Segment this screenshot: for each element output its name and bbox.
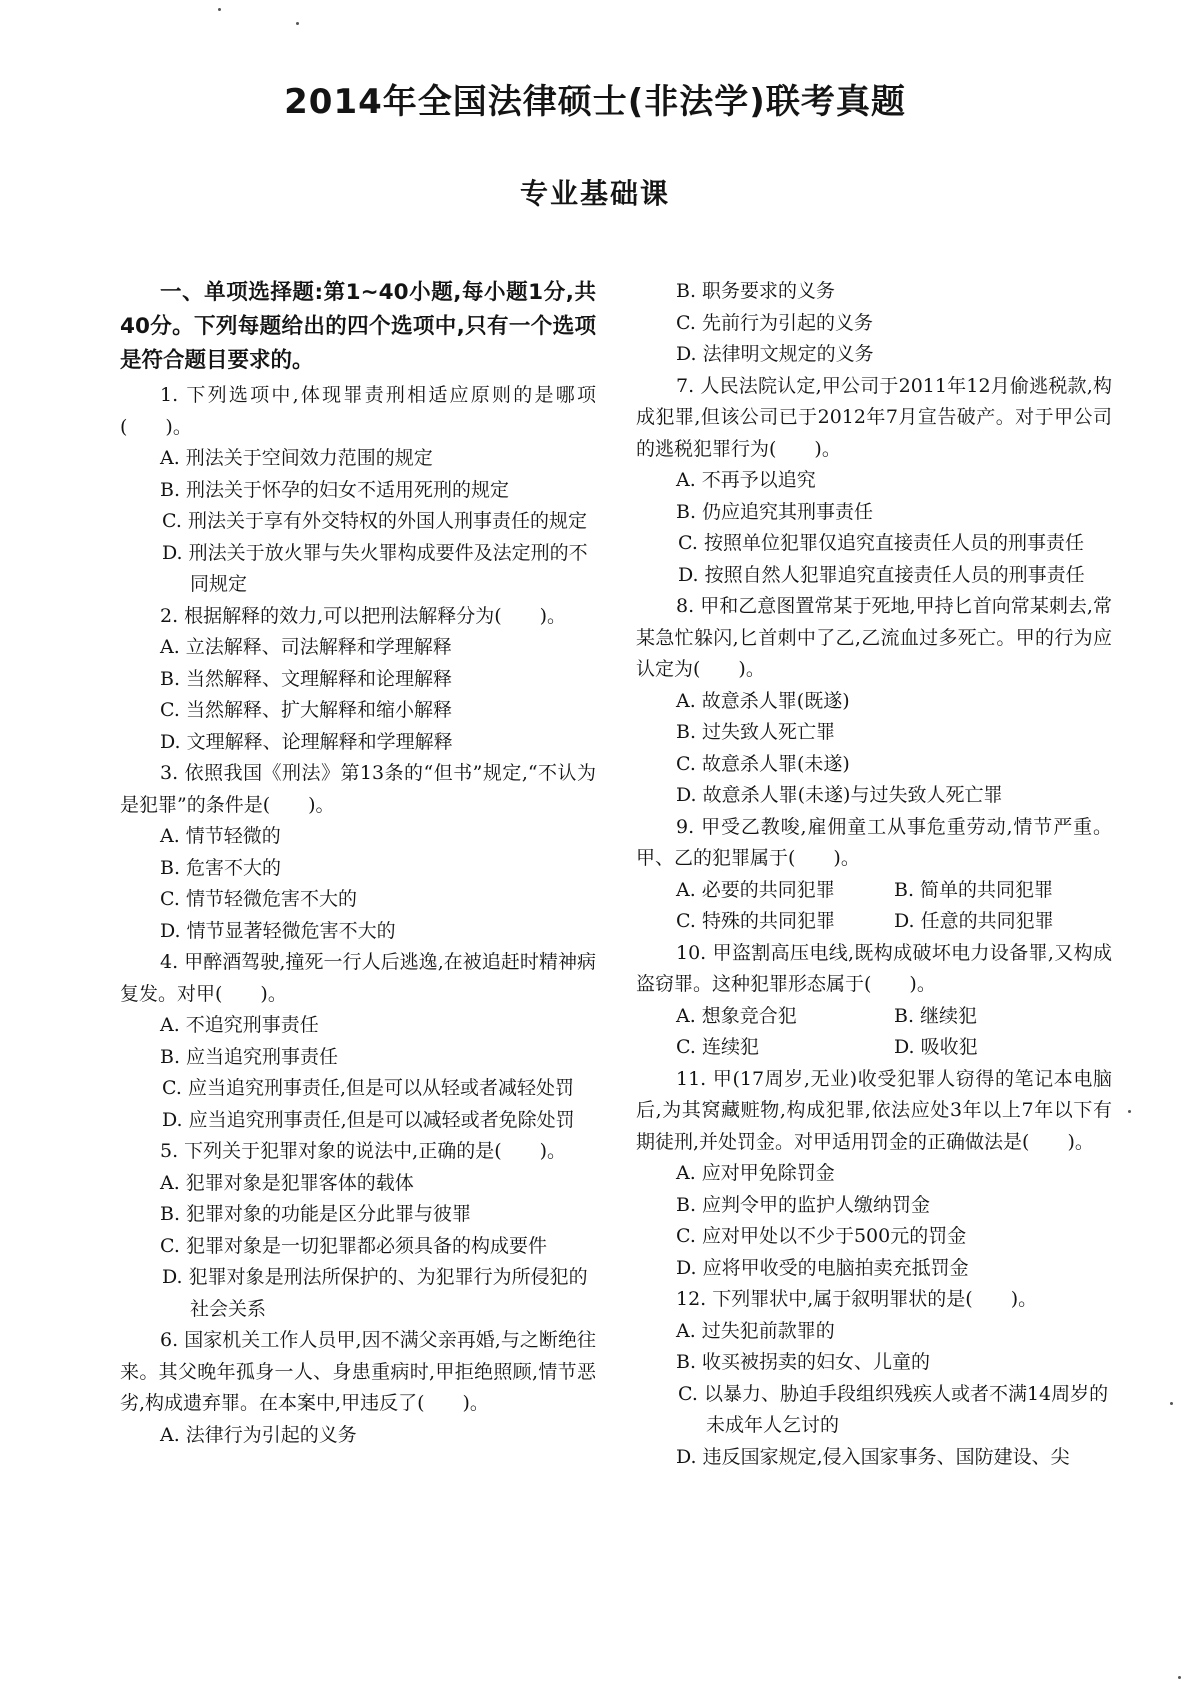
option: A. 情节轻微的	[160, 825, 281, 847]
option: D. 刑法关于放火罪与失火罪构成要件及法定刑的不同规定	[162, 541, 588, 595]
option: D. 违反国家规定,侵入国家事务、国防建设、尖	[676, 1445, 1070, 1468]
option: C. 连续犯	[676, 1036, 759, 1058]
option: B. 刑法关于怀孕的妇女不适用死刑的规定	[160, 478, 510, 501]
option: D. 文理解释、论理解释和学理解释	[160, 730, 453, 753]
option: D. 吸收犯	[894, 1036, 978, 1058]
option: C. 犯罪对象是一切犯罪都必须具备的构成要件	[160, 1234, 547, 1257]
option: A. 想象竞合犯	[676, 1004, 797, 1027]
question-stem: 3. 依照我国《刑法》第13条的“但书”规定,“不认为是犯罪”的条件是( )。	[120, 762, 596, 816]
question-stem: 4. 甲醉酒驾驶,撞死一行人后逃逸,在被追赶时精神病复发。对甲( )。	[120, 951, 596, 1005]
option: A. 故意杀人罪(既遂)	[676, 689, 850, 712]
question-stem: 5. 下列关于犯罪对象的说法中,正确的是( )。	[160, 1140, 567, 1162]
question-stem: 2. 根据解释的效力,可以把刑法解释分为( )。	[160, 604, 567, 627]
scan-speck	[1170, 1402, 1173, 1405]
page-subtitle: 专业基础课	[519, 177, 670, 210]
option: B. 职务要求的义务	[676, 280, 836, 302]
option: D. 应将甲收受的电脑拍卖充抵罚金	[676, 1256, 969, 1279]
option-row	[636, 1032, 1112, 1064]
option: C. 刑法关于享有外交特权的外国人刑事责任的规定	[162, 510, 587, 532]
question-stem: 6. 国家机关工作人员甲,因不满父亲再婚,与之断绝往来。其父晚年孤身一人、身患重病时,甲拒绝照顾,情节恶劣,构成遗弃罪。在本案中,甲违反了( )。	[120, 1329, 596, 1414]
question-stem: 10. 甲盗割高压电线,既构成破坏电力设备罪,又构成盗窃罪。这种犯罪形态属于( )。	[636, 941, 1112, 995]
option: B. 收买被拐卖的妇女、儿童的	[676, 1351, 931, 1373]
option: C. 应对甲处以不少于500元的罚金	[676, 1225, 967, 1247]
option: B. 仍应追究其刑事责任	[676, 500, 874, 523]
option: B. 犯罪对象的功能是区分此罪与彼罪	[160, 1203, 472, 1225]
question-stem: 7. 人民法院认定,甲公司于2011年12月偷逃税款,构成犯罪,但该公司已于2012年7月宣告破产。对于甲公司的逃税犯罪行为( )。	[636, 374, 1112, 460]
option-row	[636, 1001, 1112, 1033]
option: D. 应当追究刑事责任,但是可以减轻或者免除处罚	[162, 1108, 575, 1131]
option-row	[636, 906, 1112, 938]
left-column	[120, 276, 596, 1451]
scan-speck	[1178, 1676, 1181, 1679]
option-row	[636, 875, 1112, 907]
option: A. 不追究刑事责任	[160, 1014, 319, 1036]
option: D. 故意杀人罪(未遂)与过失致人死亡罪	[676, 784, 1003, 806]
scan-speck	[1128, 1110, 1131, 1113]
option: A. 立法解释、司法解释和学理解释	[160, 636, 452, 658]
option: A. 刑法关于空间效力范围的规定	[160, 447, 433, 469]
option: B. 应当追究刑事责任	[160, 1045, 339, 1068]
option: B. 简单的共同犯罪	[894, 878, 1054, 901]
option: A. 法律行为引起的义务	[160, 1423, 357, 1446]
option: C. 先前行为引起的义务	[676, 311, 873, 334]
option: B. 继续犯	[894, 1004, 978, 1027]
option: B. 应判令甲的监护人缴纳罚金	[676, 1193, 931, 1216]
question-stem: 1. 下列选项中,体现罪责刑相适应原则的是哪项( )。	[120, 384, 596, 438]
scan-speck	[296, 22, 299, 25]
question-stem: 12. 下列罪状中,属于叙明罪状的是( )。	[676, 1288, 1038, 1310]
option: A. 必要的共同犯罪	[676, 878, 835, 901]
option: C. 以暴力、胁迫手段组织残疾人或者不满14周岁的未成年人乞讨的	[678, 1382, 1109, 1436]
option: B. 危害不大的	[160, 856, 282, 879]
option: D. 犯罪对象是刑法所保护的、为犯罪行为所侵犯的社会关系	[162, 1266, 588, 1320]
option: C. 故意杀人罪(未遂)	[676, 752, 850, 775]
option: B. 当然解释、文理解释和论理解释	[160, 667, 453, 690]
option: D. 任意的共同犯罪	[894, 910, 1054, 932]
page-title: 2014年全国法律硕士(非法学)联考真题	[284, 82, 906, 122]
option: D. 法律明文规定的义务	[676, 343, 874, 365]
question-stem: 11. 甲(17周岁,无业)收受犯罪人窃得的笔记本电脑后,为其窝藏赃物,构成犯罪,依法应处3年以上7年以下有期徒刑,并处罚金。对甲适用罚金的正确做法是( )。	[636, 1067, 1112, 1153]
right-column	[636, 276, 1112, 1473]
option: C. 情节轻微危害不大的	[160, 888, 357, 910]
option: C. 应当追究刑事责任,但是可以从轻或者减轻处罚	[162, 1077, 574, 1099]
option: C. 按照单位犯罪仅追究直接责任人员的刑事责任	[678, 532, 1084, 554]
question-stem: 9. 甲受乙教唆,雇佣童工从事危重劳动,情节严重。甲、乙的犯罪属于( )。	[636, 815, 1112, 869]
option: D. 情节显著轻微危害不大的	[160, 919, 396, 942]
question-stem: 8. 甲和乙意图置常某于死地,甲持匕首向常某刺去,常某急忙躲闪,匕首刺中了乙,乙流血过多死亡。甲的行为应认定为( )。	[636, 595, 1112, 680]
option: D. 按照自然人犯罪追究直接责任人员的刑事责任	[678, 563, 1085, 586]
option: C. 特殊的共同犯罪	[676, 910, 835, 932]
option: C. 当然解释、扩大解释和缩小解释	[160, 699, 452, 721]
option: A. 犯罪对象是犯罪客体的载体	[160, 1171, 414, 1194]
option: A. 过失犯前款罪的	[676, 1319, 835, 1342]
section-header: 一、单项选择题:第1~40小题,每小题1分,共40分。下列每题给出的四个选项中,只有一个选项是符合题目要求的。	[120, 280, 596, 373]
scan-speck	[218, 8, 221, 11]
option: A. 不再予以追究	[676, 469, 816, 491]
option: A. 应对甲免除罚金	[676, 1162, 835, 1184]
option: B. 过失致人死亡罪	[676, 721, 836, 743]
